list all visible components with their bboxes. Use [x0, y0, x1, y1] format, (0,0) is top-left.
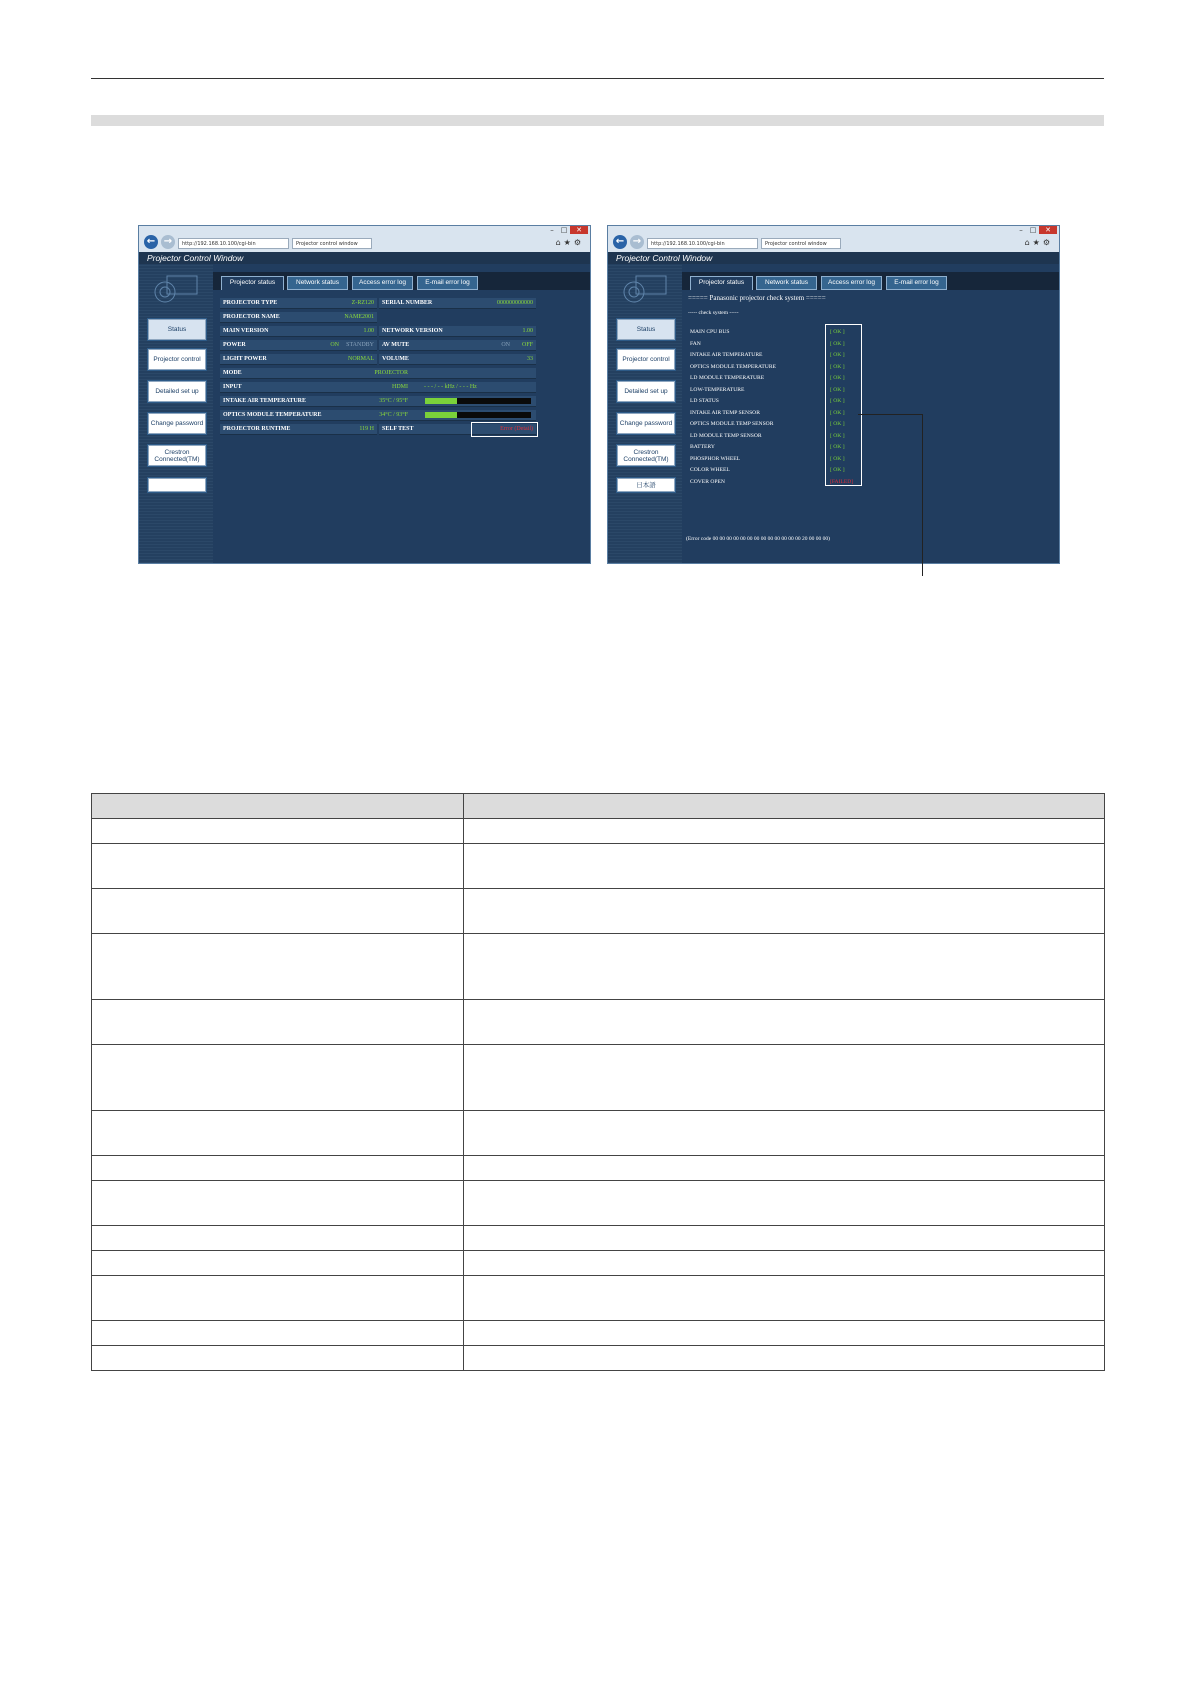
check-item	[690, 373, 900, 384]
tab-bar	[682, 272, 1059, 290]
check-item-name: MAIN CPU BUS	[690, 329, 730, 335]
home-icon[interactable]: ⌂	[555, 238, 564, 247]
check-item-status: [ OK ]	[830, 340, 845, 347]
check-item	[690, 396, 900, 407]
table-row	[92, 934, 1105, 1000]
check-item-status: [ OK ]	[830, 363, 845, 370]
browser-tab[interactable]: Projector control window	[292, 238, 372, 249]
sidebar-crestron-button[interactable]: Crestron Connected(TM)	[148, 445, 206, 466]
tab-network-status[interactable]: Network status	[287, 276, 348, 290]
close-icon[interactable]: ✕	[570, 226, 588, 234]
table-row	[92, 1000, 1105, 1045]
maximize-icon[interactable]: □	[1029, 226, 1037, 234]
optics-temperature-bar	[425, 412, 531, 418]
projector-runtime-row: PROJECTOR RUNTIME 119 H	[220, 424, 377, 435]
table-row	[92, 1111, 1105, 1156]
check-item-name: FAN	[690, 340, 701, 347]
check-item-status: [ OK ]	[830, 444, 845, 450]
projector-logo-icon	[151, 274, 201, 304]
check-item-status: [ OK ]	[830, 352, 845, 358]
check-item-status: [ OK ]	[830, 329, 845, 335]
browser-chrome	[139, 226, 590, 252]
check-item-name: OPTICS MODULE TEMPERATURE	[690, 363, 776, 370]
sidebar-crestron-button[interactable]: Crestron Connected(TM)	[617, 445, 675, 466]
sidebar-projector-control-button[interactable]: Projector control	[617, 349, 675, 370]
sidebar-status-button[interactable]: Status	[148, 319, 206, 340]
check-item	[690, 465, 900, 476]
check-item-name: INTAKE AIR TEMPERATURE	[690, 352, 763, 358]
check-item-status: [ OK ]	[830, 467, 845, 473]
description-table	[91, 793, 1105, 1371]
window-title: Projector Control Window	[608, 252, 1059, 264]
table-row	[92, 844, 1105, 889]
check-item-name: COLOR WHEEL	[690, 467, 730, 473]
check-item-status: [ OK ]	[830, 455, 845, 462]
check-item	[690, 454, 900, 465]
av-mute-row: AV MUTE ON OFF	[379, 340, 536, 351]
section-heading-band	[91, 115, 1104, 126]
check-item-name: LOW-TEMPERATURE	[690, 386, 745, 393]
tab-bar	[213, 272, 590, 290]
close-icon[interactable]: ✕	[1039, 226, 1057, 234]
sidebar-japanese-button[interactable]	[148, 478, 206, 492]
callout-line	[858, 414, 923, 415]
browser-tools	[1025, 238, 1053, 247]
check-system-subtitle: ----- check system -----	[688, 310, 739, 316]
check-item-name: PHOSPHOR WHEEL	[690, 455, 741, 462]
check-item-name: BATTERY	[690, 444, 715, 450]
table-row	[92, 1181, 1105, 1226]
tab-network-status[interactable]: Network status	[756, 276, 817, 290]
check-item	[690, 327, 900, 338]
sidebar-japanese-button[interactable]: 日本語	[617, 478, 675, 492]
main-version-row: MAIN VERSION 1.00	[220, 326, 377, 337]
check-system-screenshot	[607, 225, 1060, 564]
check-item	[690, 362, 900, 373]
table-row	[92, 819, 1105, 844]
check-item-status: [ OK ]	[830, 386, 845, 393]
check-item-name: LD MODULE TEMPERATURE	[690, 375, 765, 381]
maximize-icon[interactable]: □	[560, 226, 568, 234]
check-status-highlight	[825, 324, 862, 486]
self-test-row: SELF TEST Error (Detail)	[379, 424, 536, 435]
serial-number-row: SERIAL NUMBER 000000000000	[379, 298, 536, 309]
projector-name-row: PROJECTOR NAME NAME2001	[220, 312, 377, 323]
check-item-status: [ OK ]	[830, 432, 845, 439]
check-item-status: [ OK ]	[830, 421, 845, 427]
check-item-name: COVER OPEN	[690, 478, 725, 485]
sidebar-detailed-setup-button[interactable]: Detailed set up	[617, 381, 675, 402]
check-item	[690, 419, 900, 430]
top-rule	[91, 78, 1104, 79]
window-title: Projector Control Window	[139, 252, 590, 264]
table-header-row	[92, 794, 1105, 819]
check-item-name: LD MODULE TEMP SENSOR	[690, 432, 762, 439]
star-icon[interactable]: ★	[1032, 238, 1043, 247]
intake-air-temperature-row: INTAKE AIR TEMPERATURE 35°C / 95°F	[220, 396, 536, 407]
projector-logo-icon	[620, 274, 670, 304]
table-row	[92, 1346, 1105, 1371]
error-code: (Error code 00 00 00 00 00 00 00 00 00 00 00 00 00 20 00 00 00)	[686, 536, 830, 542]
minimize-icon[interactable]: –	[1019, 226, 1023, 234]
check-item	[690, 385, 900, 396]
table-row	[92, 889, 1105, 934]
table-row	[92, 1251, 1105, 1276]
back-icon[interactable]: ←	[613, 235, 627, 249]
check-item-name: OPTICS MODULE TEMP SENSOR	[690, 421, 774, 427]
network-version-row: NETWORK VERSION 1.00	[379, 326, 536, 337]
check-item-status: [ OK ]	[830, 398, 845, 404]
tab-email-error-log[interactable]: E-mail error log	[417, 276, 478, 290]
check-system-title: ===== Panasonic projector check system =====	[688, 294, 826, 302]
check-item-status: [ OK ]	[830, 375, 845, 381]
forward-icon[interactable]: →	[630, 235, 644, 249]
browser-tools	[556, 238, 584, 247]
sidebar-projector-control-button[interactable]: Projector control	[148, 349, 206, 370]
self-test-highlight	[471, 422, 538, 437]
browser-chrome	[608, 226, 1059, 252]
gear-icon[interactable]: ⚙	[1042, 238, 1053, 247]
address-bar[interactable]: http://192.168.10.100/cgi-bin	[178, 238, 289, 249]
check-item-status: [ OK ]	[830, 409, 845, 416]
window-buttons	[546, 226, 588, 236]
sidebar-status-button[interactable]: Status	[617, 319, 675, 340]
check-item	[690, 350, 900, 361]
table-row	[92, 1276, 1105, 1321]
tab-access-error-log[interactable]: Access error log	[821, 276, 882, 290]
sidebar	[608, 264, 682, 563]
table-row	[92, 1226, 1105, 1251]
check-item	[690, 477, 900, 488]
star-icon[interactable]: ★	[563, 238, 574, 247]
check-item	[690, 442, 900, 453]
status-screenshot	[138, 225, 591, 564]
check-item	[690, 408, 900, 419]
intake-temperature-bar	[425, 398, 531, 404]
table-row	[92, 1156, 1105, 1181]
table-row	[92, 1045, 1105, 1111]
window-buttons	[1015, 226, 1057, 236]
gear-icon[interactable]: ⚙	[573, 238, 584, 247]
check-item-name: LD STATUS	[690, 398, 719, 404]
light-power-row: LIGHT POWER NORMAL	[220, 354, 377, 365]
check-item-status: [FAILED]	[830, 478, 854, 485]
self-test-error-link[interactable]: Error (Detail)	[500, 426, 533, 432]
tab-projector-status[interactable]: Projector status	[690, 276, 753, 290]
optics-module-temperature-row: OPTICS MODULE TEMPERATURE 34°C / 93°F	[220, 410, 536, 421]
check-item	[690, 339, 900, 350]
forward-icon[interactable]: →	[161, 235, 175, 249]
sidebar-change-password-button[interactable]: Change password	[617, 413, 675, 434]
tab-projector-status[interactable]: Projector status	[221, 276, 284, 290]
check-item	[690, 431, 900, 442]
input-row: INPUT HDMI - - - / - - kHz / - - - Hz	[220, 382, 536, 393]
address-bar[interactable]: http://192.168.10.100/cgi-bin	[647, 238, 758, 249]
minimize-icon[interactable]: –	[550, 226, 554, 234]
power-row: POWER ON STANDBY	[220, 340, 377, 351]
sidebar-change-password-button[interactable]: Change password	[148, 413, 206, 434]
projector-type-row: PROJECTOR TYPE Z-RZ120	[220, 298, 377, 309]
main-panel	[213, 264, 590, 563]
sidebar	[139, 264, 213, 563]
browser-tab[interactable]: Projector control window	[761, 238, 841, 249]
callout-line-vertical	[922, 414, 923, 576]
mode-row: MODE PROJECTOR	[220, 368, 536, 379]
sidebar-detailed-setup-button[interactable]: Detailed set up	[148, 381, 206, 402]
back-icon[interactable]: ←	[144, 235, 158, 249]
volume-row: VOLUME 33	[379, 354, 536, 365]
tab-access-error-log[interactable]: Access error log	[352, 276, 413, 290]
table-row	[92, 1321, 1105, 1346]
check-item-name: INTAKE AIR TEMP SENSOR	[690, 409, 760, 416]
home-icon[interactable]: ⌂	[1024, 238, 1033, 247]
tab-email-error-log[interactable]: E-mail error log	[886, 276, 947, 290]
